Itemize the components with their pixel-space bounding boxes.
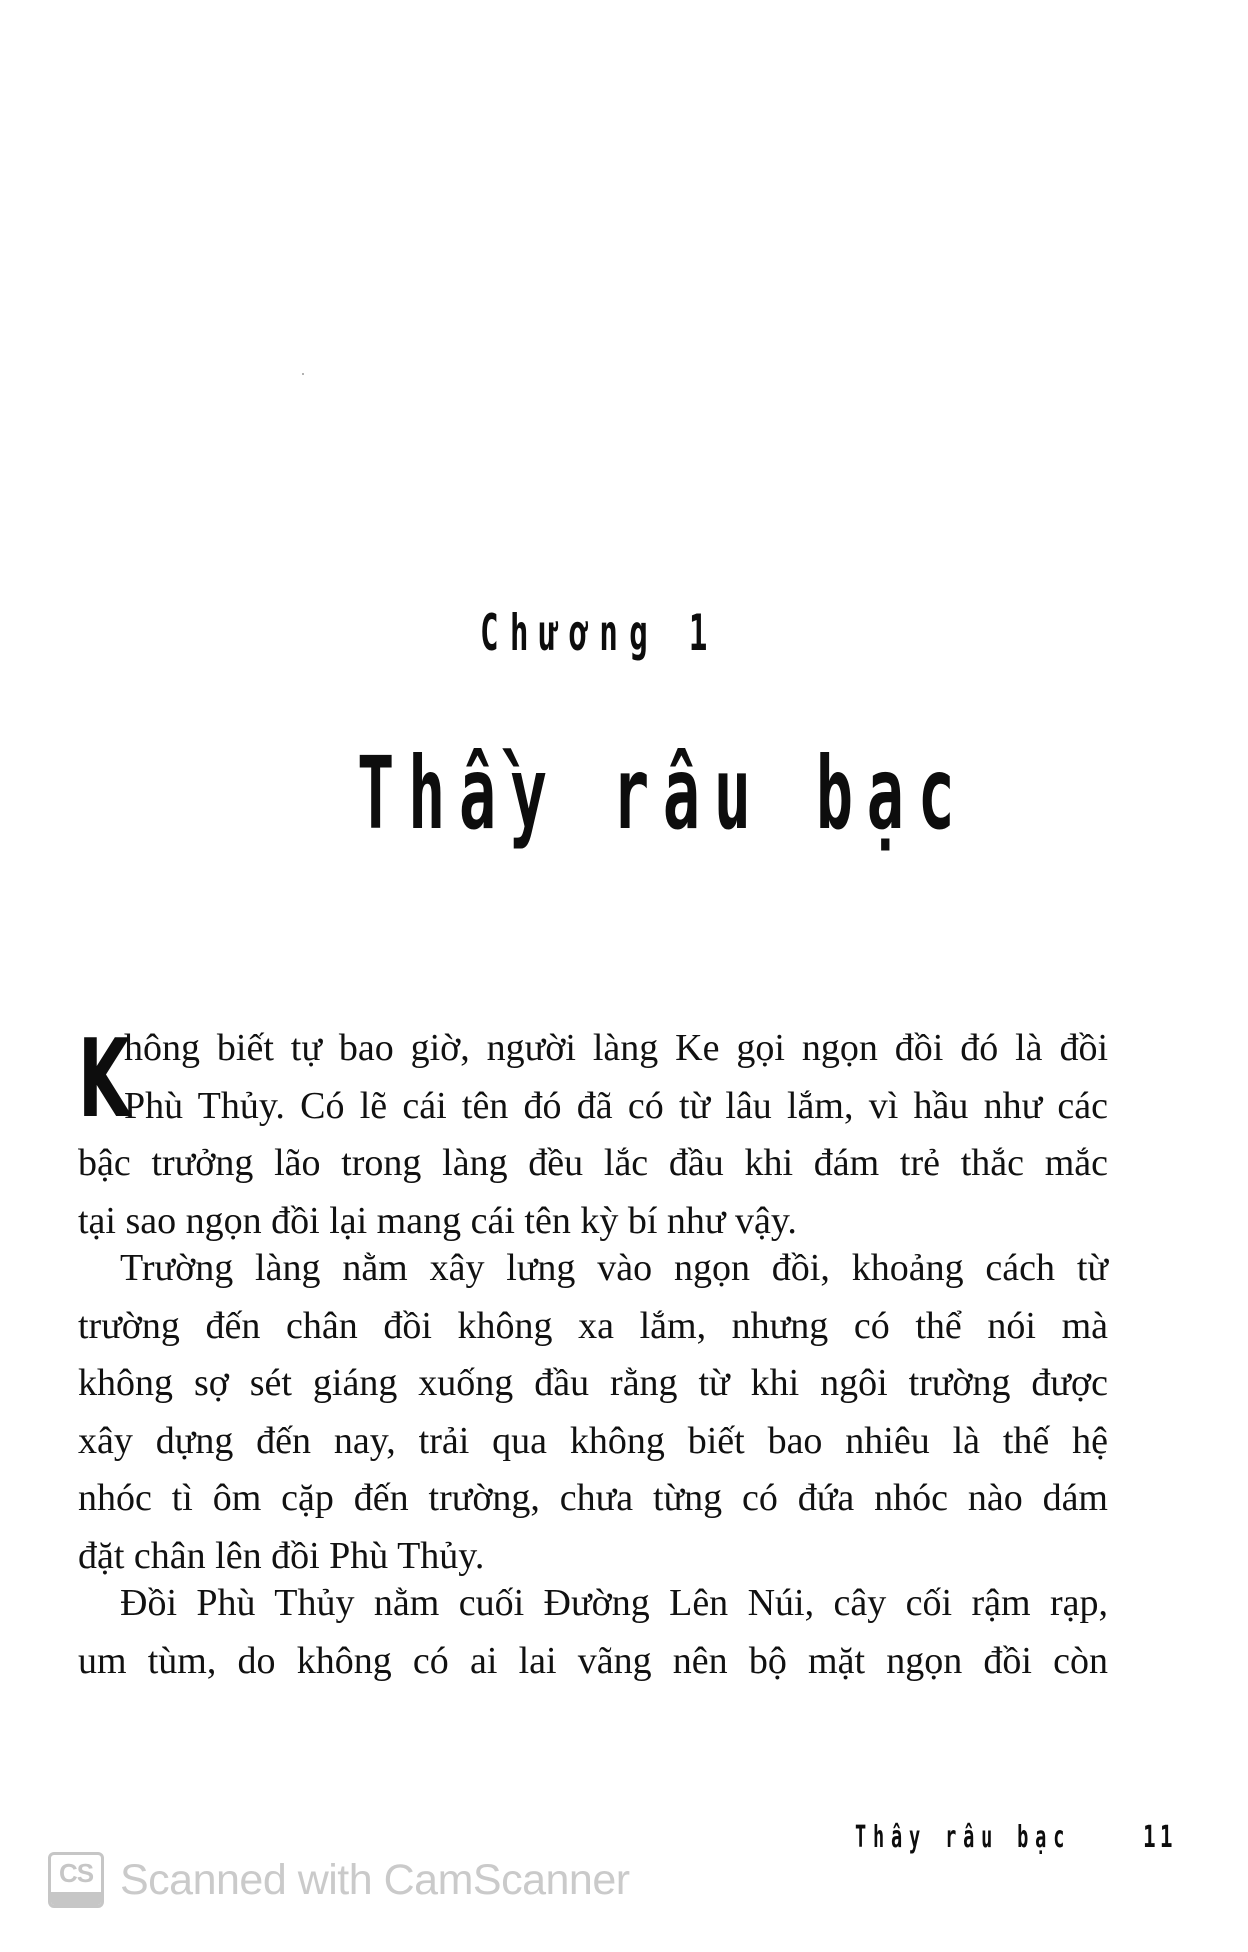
paragraph-1 — [78, 1017, 1108, 1250]
camscanner-watermark — [48, 1852, 630, 1908]
scan-speck — [302, 373, 304, 375]
text-line: um tùm, do không có ai lai vãng nên bộ mặt ngọn đồi còn — [78, 1639, 1108, 1682]
paragraph-2 — [78, 1240, 1108, 1585]
page-number: 11 — [1143, 1820, 1177, 1855]
chapter-label: Chương 1 — [480, 604, 719, 662]
watermark-text: Scanned with CamScanner — [120, 1855, 630, 1904]
text-line: trường đến chân đồi không xa lắm, nhưng có thể nói mà — [78, 1304, 1108, 1347]
running-footer-title: Thây râu bạc — [855, 1820, 1072, 1855]
text-line: Trường làng nằm xây lưng vào ngọn đồi, khoảng cách từ — [120, 1247, 1108, 1289]
logo-text: CS — [58, 1858, 94, 1888]
text-line: nhóc tì ôm cặp đến trường, chưa từng có đứa nhóc nào dám — [78, 1477, 1108, 1519]
paragraph-3 — [78, 1575, 1108, 1690]
text-line: Phù Thủy. Có lẽ cái tên đó đã có từ lâu lắm, vì hầu như các — [124, 1084, 1108, 1127]
text-line: Đồi Phù Thủy nằm cuối Đường Lên Núi, cây cối rậm rạp, — [120, 1582, 1108, 1624]
chapter-body-text — [78, 1017, 1108, 1690]
text-line: bậc trưởng lão trong làng đều lắc đầu khi đám trẻ thắc mắc — [78, 1142, 1108, 1184]
text-line: đặt chân lên đồi Phù Thủy. — [78, 1534, 485, 1577]
text-line: tại sao ngọn đồi lại mang cái tên kỳ bí như vậy. — [78, 1199, 797, 1242]
text-line: xây dựng đến nay, trải qua không biết bao nhiêu là thế hệ — [78, 1419, 1108, 1462]
logo-bar — [51, 1892, 101, 1905]
drop-cap: K — [78, 1017, 130, 1142]
text-line: hông biết tự bao giờ, người làng Ke gọi ngọn đồi đó là đồi — [124, 1027, 1108, 1069]
text-line: không sợ sét giáng xuống đầu rằng từ khi ngôi trường được — [78, 1362, 1108, 1404]
chapter-title: Thầy râu bạc — [357, 735, 969, 852]
camscanner-logo-icon — [48, 1852, 104, 1908]
